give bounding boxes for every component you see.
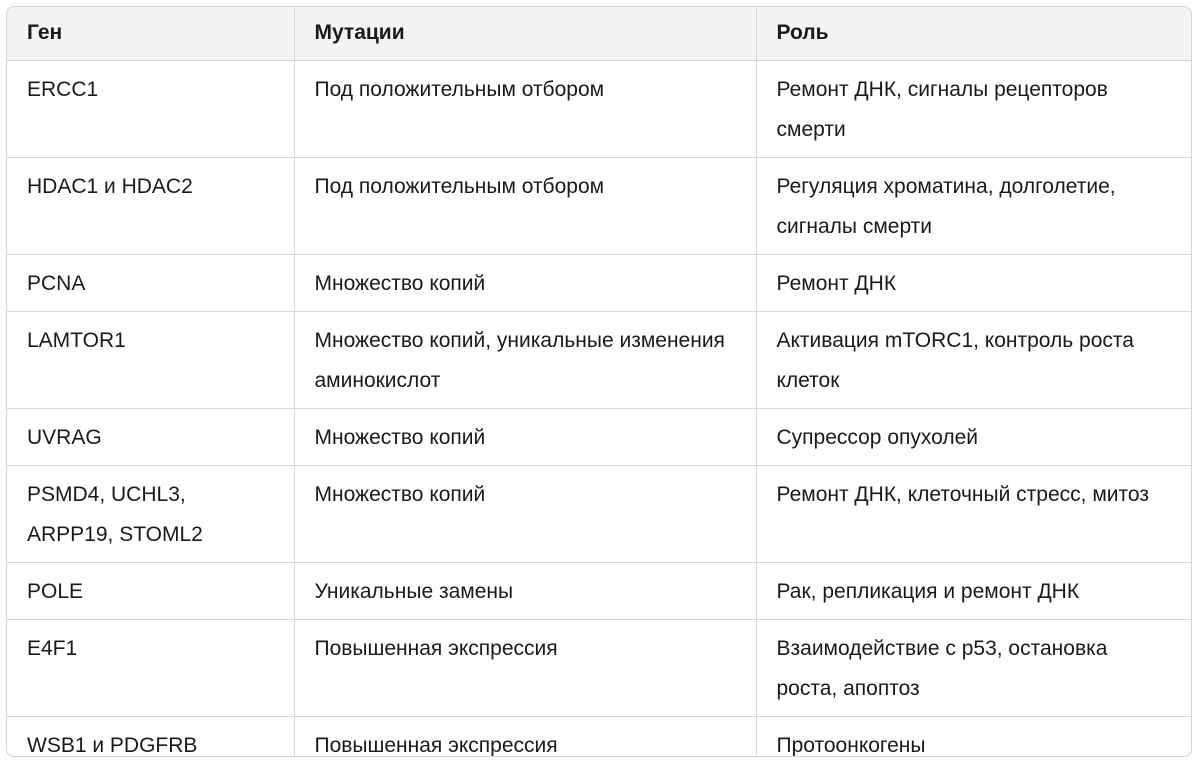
cell-role: Ремонт ДНК, клеточный стресс, митоз [756, 465, 1191, 562]
cell-role: Протоонкогены [756, 716, 1191, 757]
cell-mutations: Уникальные замены [294, 562, 756, 619]
cell-gene: PSMD4, UCHL3, ARPP19, STOML2 [7, 465, 294, 562]
table-row [7, 619, 1191, 716]
cell-role: Регуляция хроматина, долголетие, сигналы смерти [756, 157, 1191, 254]
table-row [7, 157, 1191, 254]
cell-gene: HDAC1 и HDAC2 [7, 157, 294, 254]
cell-mutations: Под положительным отбором [294, 157, 756, 254]
table-row [7, 60, 1191, 157]
table-row [7, 254, 1191, 311]
cell-mutations: Множество копий [294, 465, 756, 562]
cell-mutations: Повышенная экспрессия [294, 716, 756, 757]
cell-role: Супрессор опухолей [756, 408, 1191, 465]
header-role: Роль [756, 7, 1191, 60]
cell-mutations: Под положительным отбором [294, 60, 756, 157]
cell-role: Взаимодействие с p53, остановка роста, апоптоз [756, 619, 1191, 716]
cell-gene: LAMTOR1 [7, 311, 294, 408]
table-header-row [7, 7, 1191, 60]
cell-mutations: Множество копий, уникальные изменения аминокислот [294, 311, 756, 408]
header-gene: Ген [7, 7, 294, 60]
cell-role: Ремонт ДНК, сигналы рецепторов смерти [756, 60, 1191, 157]
cell-mutations: Множество копий [294, 408, 756, 465]
table-row [7, 716, 1191, 757]
header-mutations: Мутации [294, 7, 756, 60]
gene-table-container [6, 6, 1192, 757]
cell-gene: UVRAG [7, 408, 294, 465]
cell-role: Активация mTORC1, контроль роста клеток [756, 311, 1191, 408]
cell-gene: WSB1 и PDGFRB [7, 716, 294, 757]
table-row [7, 465, 1191, 562]
table-row [7, 562, 1191, 619]
cell-role: Рак, репликация и ремонт ДНК [756, 562, 1191, 619]
gene-table [7, 7, 1191, 757]
cell-gene: ERCC1 [27, 77, 99, 101]
table-row [7, 408, 1191, 465]
cell-gene: PCNA [7, 254, 294, 311]
cell-role: Ремонт ДНК [756, 254, 1191, 311]
cell-mutations: Множество копий [294, 254, 756, 311]
cell-gene: E4F1 [7, 619, 294, 716]
cell-gene: POLE [7, 562, 294, 619]
cell-mutations: Повышенная экспрессия [294, 619, 756, 716]
table-row [7, 311, 1191, 408]
